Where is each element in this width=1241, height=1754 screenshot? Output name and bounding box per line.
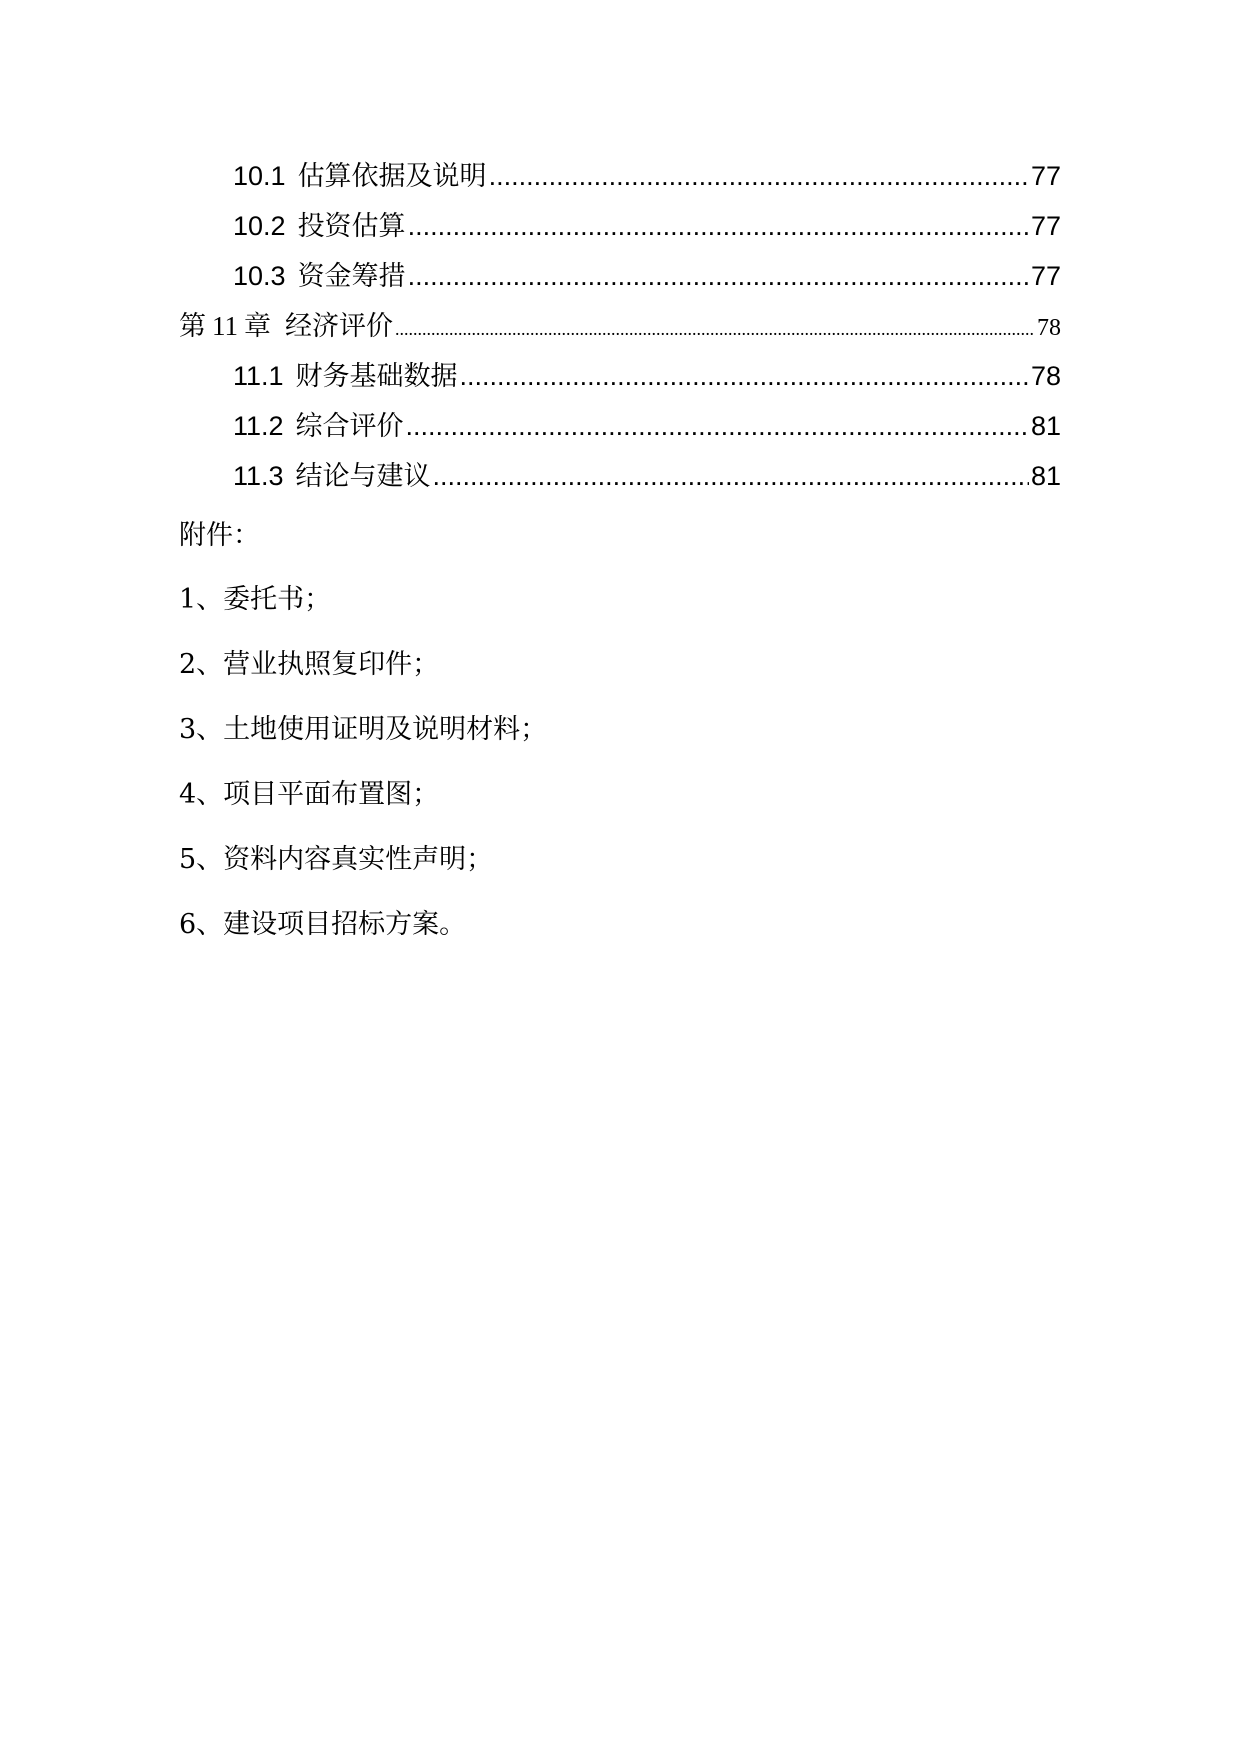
- dot-leader: [408, 258, 1029, 294]
- page-number: 77: [1030, 211, 1061, 241]
- section-title: 估算依据及说明: [297, 161, 487, 192]
- section-number: 10.3: [233, 261, 286, 291]
- table-of-contents: [179, 158, 1061, 508]
- chapter-suffix: 章: [244, 311, 271, 342]
- toc-entry-11-3[interactable]: [179, 458, 1061, 508]
- chapter-prefix: 第: [179, 311, 206, 342]
- section-title: 投资估算: [297, 211, 406, 242]
- page-number: 77: [1030, 261, 1061, 291]
- attachment-item: 5、资料内容真实性声明；: [179, 844, 494, 875]
- dot-leader: [406, 408, 1029, 444]
- dot-leader: [433, 458, 1029, 494]
- toc-entry-10-2[interactable]: [179, 208, 1061, 258]
- section-title: 资金筹措: [297, 261, 406, 292]
- dot-leader: [408, 208, 1029, 244]
- attachments-heading: 附件：: [179, 520, 260, 551]
- page-number: 81: [1030, 411, 1061, 441]
- dot-leader: [489, 158, 1029, 194]
- section-number: 11.2: [233, 411, 284, 441]
- attachments-list: [179, 518, 1059, 972]
- attachment-item: 4、项目平面布置图；: [179, 779, 440, 810]
- attachment-item: 3、土地使用证明及说明材料；: [179, 714, 548, 745]
- section-number: 10.2: [233, 211, 286, 241]
- page-number: 81: [1030, 461, 1061, 491]
- toc-entry-11-1[interactable]: [179, 358, 1061, 408]
- page-number: 77: [1030, 161, 1061, 191]
- toc-entry-chapter-11[interactable]: [179, 308, 1061, 358]
- dot-leader: [460, 358, 1029, 394]
- attachment-item: 2、营业执照复印件；: [179, 649, 440, 680]
- attachment-item: 1、委托书；: [179, 584, 332, 615]
- chapter-title: 经济评价: [285, 311, 393, 342]
- chapter-number: 11: [212, 311, 238, 341]
- section-title: 结论与建议: [295, 461, 431, 492]
- section-number: 11.3: [233, 461, 284, 491]
- toc-entry-10-1[interactable]: [179, 158, 1061, 208]
- toc-entry-10-3[interactable]: [179, 258, 1061, 308]
- section-number: 10.1: [233, 161, 286, 191]
- toc-entry-11-2[interactable]: [179, 408, 1061, 458]
- page-number: 78: [1037, 315, 1061, 341]
- dot-leader: [395, 311, 1035, 347]
- page-number: 78: [1030, 361, 1061, 391]
- section-title: 综合评价: [295, 411, 404, 442]
- section-title: 财务基础数据: [295, 361, 458, 392]
- section-number: 11.1: [233, 361, 284, 391]
- attachment-item: 6、建设项目招标方案。: [179, 909, 467, 940]
